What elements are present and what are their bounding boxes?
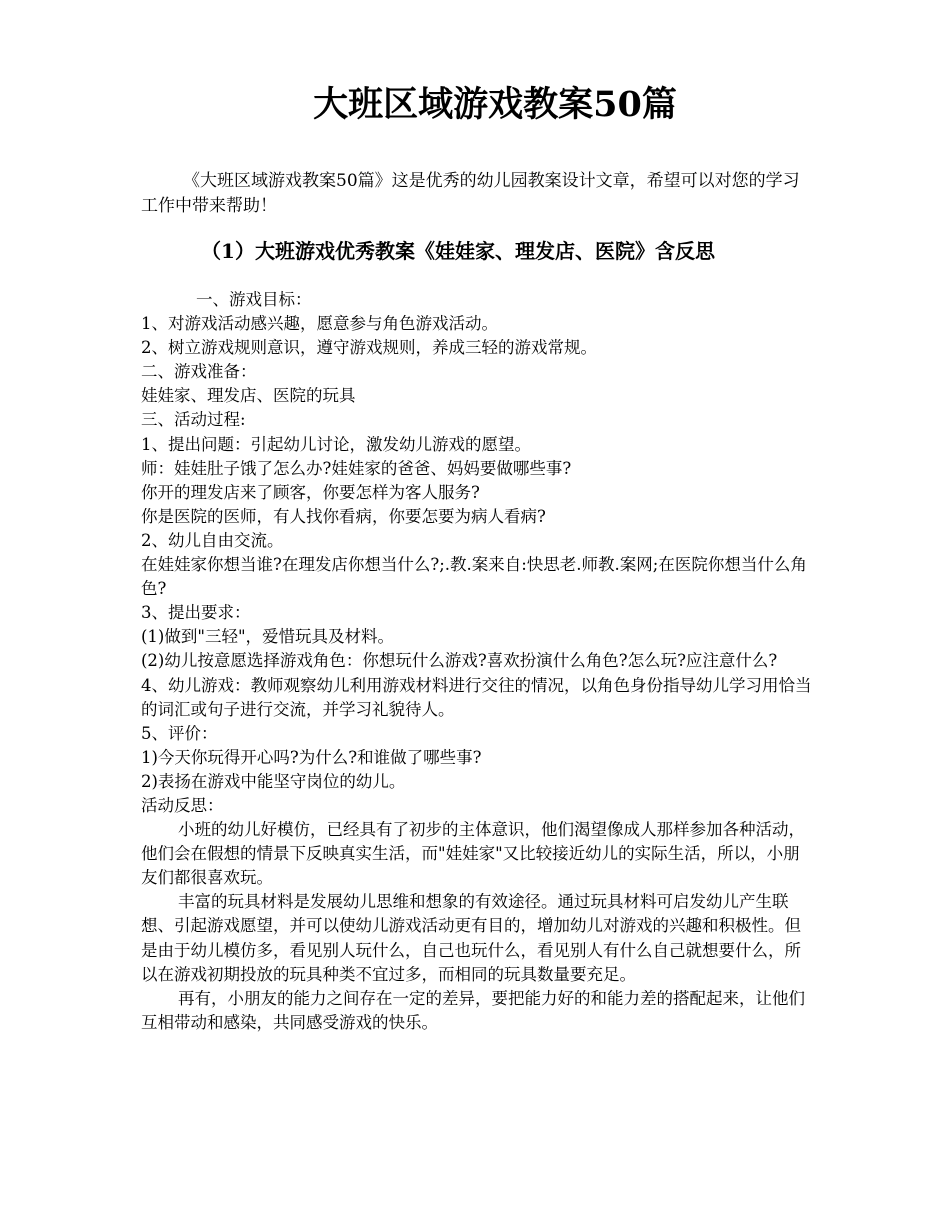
requirement-2: (2)幼儿按意愿选择游戏角色：你想玩什么游戏?喜欢扮演什么角色?怎么玩?应注意什么? — [141, 651, 778, 671]
process-step-2: 2、幼儿自由交流。 — [141, 530, 284, 550]
section-heading: （1）大班游戏优秀教案《娃娃家、理发店、医院》含反思 — [201, 239, 715, 263]
heading-process: 三、活动过程: — [141, 410, 246, 430]
reflection-paragraph-2: 丰富的玩具材料是发展幼儿思维和想象的有效途径。通过玩具材料可启发幼儿产生联想、引起游戏愿望，并可以使幼儿游戏活动更有目的，增加幼儿对游戏的兴趣和积极性。但是由于幼儿模仿多，看见别人玩什么，自己也玩什么，看见别人有什么自己就想要什么，所以在游戏初期投放的玩具种类不宜过多，而相同的玩具数量要充足。 — [141, 892, 801, 984]
reflection-paragraph-3: 再有，小朋友的能力之间存在一定的差异，要把能力好的和能力差的搭配起来，让他们互相带动和感染，共同感受游戏的快乐。 — [141, 988, 805, 1032]
section-body — [141, 288, 813, 1035]
teacher-question-2: 你开的理发店来了顾客，你要怎样为客人服务? — [141, 482, 480, 502]
preparation-text: 娃娃家、理发店、医院的玩具 — [141, 386, 356, 406]
intro-paragraph: 《大班区域游戏教案50篇》这是优秀的幼儿园教案设计文章，希望可以对您的学习工作中带来帮助！ — [141, 171, 800, 216]
document-title: 大班区域游戏教案50篇 — [313, 84, 677, 125]
goal-item-1: 1、对游戏活动感兴趣，愿意参与角色游戏活动。 — [141, 314, 498, 334]
process-step-4: 4、幼儿游戏：教师观察幼儿利用游戏材料进行交往的情况，以角色身份指导幼儿学习用恰当的词汇或句子进行交流，并学习礼貌待人。 — [141, 675, 812, 719]
heading-reflection: 活动反思： — [141, 795, 224, 815]
evaluation-1: 1)今天你玩得开心吗?为什么?和谁做了哪些事? — [141, 747, 482, 767]
heading-goals: 一、游戏目标： — [196, 290, 312, 309]
process-step-5: 5、评价： — [141, 723, 218, 743]
heading-preparation: 二、游戏准备： — [141, 362, 257, 382]
reflection-paragraph-1: 小班的幼儿好模仿，已经具有了初步的主体意识，他们渴望像成人那样参加各种活动，他们会在假想的情景下反映真实生活，而"娃娃家"又比较接近幼儿的实际生活，所以，小朋友们都很喜欢玩。 — [141, 820, 805, 888]
goal-item-2: 2、树立游戏规则意识，遵守游戏规则，养成三轻的游戏常规。 — [141, 338, 597, 358]
process-step-1: 1、提出问题：引起幼儿讨论，激发幼儿游戏的愿望。 — [141, 434, 531, 454]
evaluation-2: 2)表扬在游戏中能坚守岗位的幼儿。 — [141, 771, 406, 791]
process-step-3: 3、提出要求： — [141, 603, 251, 623]
requirement-1: (1)做到"三轻"，爱惜玩具及材料。 — [141, 627, 395, 647]
teacher-question-3: 你是医院的医师，有人找你看病，你要怎要为病人看病? — [141, 506, 546, 526]
role-question: 在娃娃家你想当谁?在理发店你想当什么?;.教.案来自:快思老.师教.案网;在医院你想当什么角色? — [141, 555, 807, 599]
teacher-question-1: 师：娃娃肚子饿了怎么办?娃娃家的爸爸、妈妈要做哪些事? — [141, 458, 572, 478]
